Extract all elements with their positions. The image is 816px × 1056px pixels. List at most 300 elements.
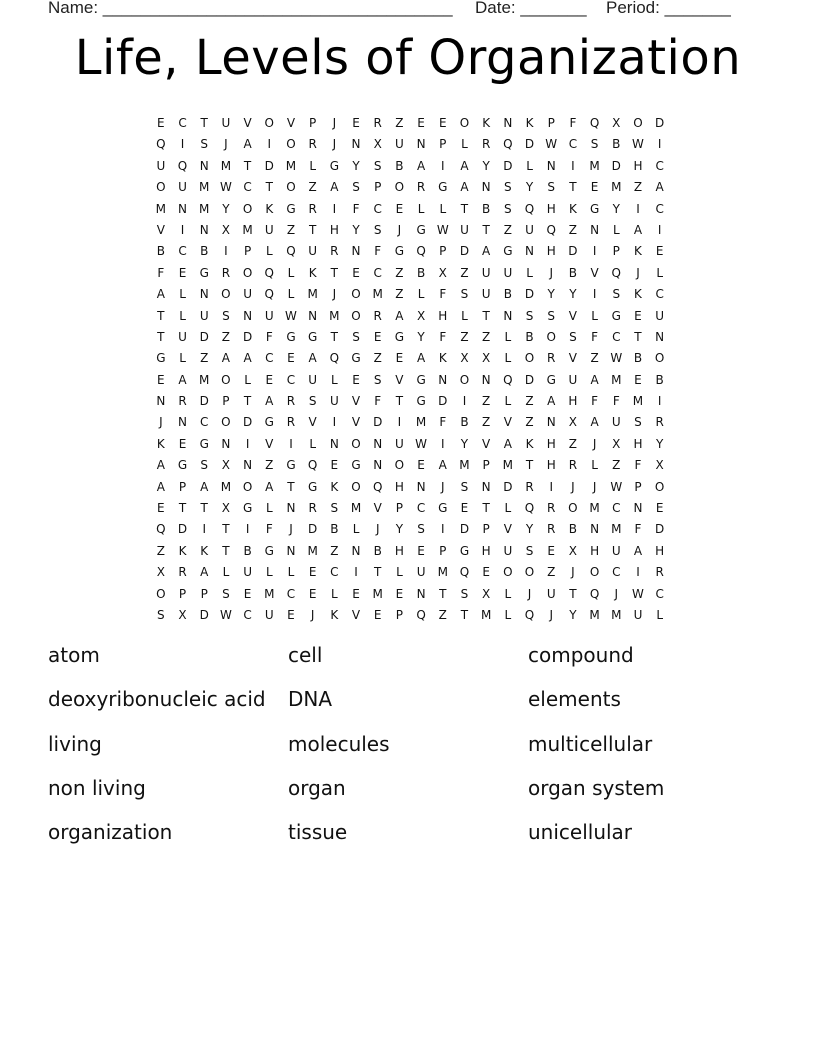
grid-letter[interactable]: V [503, 415, 512, 430]
grid-letter[interactable]: B [633, 351, 643, 366]
grid-letter[interactable]: G [394, 329, 405, 344]
grid-letter[interactable]: J [592, 479, 597, 494]
grid-letter[interactable]: F [374, 394, 382, 409]
grid-letter[interactable]: C [655, 287, 664, 302]
grid-letter[interactable]: U [611, 543, 621, 558]
grid-letter[interactable]: V [395, 372, 404, 387]
grid-letter[interactable]: E [157, 501, 165, 516]
grid-letter[interactable]: R [416, 180, 426, 195]
grid-letter[interactable]: M [220, 158, 232, 173]
grid-letter[interactable]: U [264, 607, 274, 622]
grid-letter[interactable]: Y [612, 201, 620, 216]
grid-letter[interactable]: Z [156, 543, 165, 558]
grid-letter[interactable]: N [373, 458, 383, 473]
grid-letter[interactable]: J [159, 415, 163, 430]
grid-letter[interactable]: R [655, 565, 664, 580]
grid-letter[interactable]: S [504, 201, 512, 216]
grid-letter[interactable]: N [221, 436, 231, 451]
grid-letter[interactable]: L [265, 501, 273, 516]
grid-letter[interactable]: C [612, 565, 621, 580]
grid-letter[interactable]: F [439, 415, 447, 430]
grid-letter[interactable]: J [397, 222, 402, 237]
grid-letter[interactable]: Z [633, 180, 643, 195]
grid-letter[interactable]: S [460, 586, 469, 601]
grid-letter[interactable]: L [287, 565, 295, 580]
grid-letter[interactable]: C [178, 116, 187, 130]
grid-letter[interactable]: G [156, 351, 166, 366]
grid-letter[interactable]: J [441, 479, 445, 494]
grid-letter[interactable]: Z [590, 351, 599, 366]
grid-letter[interactable]: T [460, 607, 469, 622]
grid-letter[interactable]: A [633, 543, 643, 558]
grid-letter[interactable]: S [373, 222, 382, 237]
grid-letter[interactable]: Z [460, 329, 469, 344]
grid-letter[interactable]: U [308, 244, 318, 259]
grid-letter[interactable]: N [351, 137, 361, 152]
grid-letter[interactable]: Q [307, 458, 318, 473]
grid-letter[interactable]: P [547, 116, 555, 130]
grid-letter[interactable]: C [655, 586, 664, 601]
grid-letter[interactable]: P [243, 244, 252, 259]
grid-letter[interactable]: U [633, 607, 643, 622]
grid-letter[interactable]: E [287, 607, 295, 622]
grid-letter[interactable]: U [655, 308, 665, 323]
grid-letter[interactable]: J [571, 565, 575, 580]
grid-letter[interactable]: N [438, 372, 448, 387]
grid-letter[interactable]: Q [589, 116, 600, 130]
grid-letter[interactable]: O [459, 116, 470, 130]
grid-letter[interactable]: N [156, 394, 166, 409]
date-field-label[interactable]: Date: _______ [475, 0, 587, 17]
grid-letter[interactable]: T [200, 116, 208, 130]
grid-letter[interactable]: N [503, 116, 513, 130]
grid-letter[interactable]: O [221, 287, 231, 302]
grid-letter[interactable]: A [438, 458, 447, 473]
grid-letter[interactable]: G [286, 458, 296, 473]
grid-letter[interactable]: U [178, 180, 187, 195]
grid-letter[interactable]: X [482, 586, 491, 601]
grid-letter[interactable]: S [460, 287, 469, 302]
grid-letter[interactable]: D [459, 522, 470, 537]
grid-letter[interactable]: K [156, 436, 165, 451]
grid-letter[interactable]: U [156, 158, 166, 173]
grid-letter[interactable]: N [178, 201, 188, 216]
grid-letter[interactable]: Z [482, 329, 491, 344]
grid-letter[interactable]: H [546, 201, 556, 216]
grid-letter[interactable]: N [546, 415, 556, 430]
grid-letter[interactable]: M [155, 201, 167, 216]
grid-letter[interactable]: V [568, 308, 578, 323]
grid-letter[interactable]: C [612, 329, 621, 344]
grid-letter[interactable]: L [331, 586, 338, 601]
grid-letter[interactable]: E [308, 565, 317, 580]
grid-letter[interactable]: M [611, 607, 622, 622]
grid-letter[interactable]: U [416, 565, 426, 580]
grid-letter[interactable]: G [308, 329, 318, 344]
grid-letter[interactable]: N [546, 158, 556, 173]
grid-letter[interactable]: G [286, 201, 296, 216]
grid-letter[interactable]: P [612, 244, 620, 259]
grid-letter[interactable]: O [156, 586, 166, 601]
grid-letter[interactable]: C [373, 265, 382, 280]
grid-letter[interactable]: M [502, 458, 514, 473]
grid-letter[interactable]: X [612, 436, 621, 451]
grid-letter[interactable]: U [264, 222, 274, 237]
grid-letter[interactable]: M [264, 586, 275, 601]
grid-letter[interactable]: T [200, 501, 208, 516]
grid-letter[interactable]: Z [503, 222, 512, 237]
grid-letter[interactable]: D [264, 158, 274, 173]
grid-letter[interactable]: Q [264, 287, 274, 302]
grid-letter[interactable]: U [568, 372, 578, 387]
grid-letter[interactable]: C [568, 137, 578, 152]
grid-letter[interactable]: P [439, 543, 447, 558]
grid-letter[interactable]: Q [177, 158, 188, 173]
grid-letter[interactable]: V [308, 415, 317, 430]
grid-letter[interactable]: L [265, 565, 273, 580]
grid-letter[interactable]: N [199, 287, 209, 302]
grid-letter[interactable]: R [373, 116, 382, 130]
grid-letter[interactable]: E [352, 116, 360, 130]
grid-letter[interactable]: F [612, 394, 620, 409]
grid-letter[interactable]: U [503, 265, 513, 280]
grid-letter[interactable]: A [460, 180, 469, 195]
grid-letter[interactable]: C [655, 201, 664, 216]
grid-letter[interactable]: P [200, 586, 208, 601]
grid-letter[interactable]: N [286, 543, 296, 558]
grid-letter[interactable]: L [179, 351, 186, 366]
grid-letter[interactable]: N [416, 586, 426, 601]
grid-letter[interactable]: E [178, 436, 187, 451]
grid-letter[interactable]: Z [482, 394, 491, 409]
grid-letter[interactable]: N [416, 137, 426, 152]
grid-letter[interactable]: O [242, 201, 253, 216]
grid-letter[interactable]: P [439, 137, 447, 152]
grid-letter[interactable]: G [351, 458, 361, 473]
grid-letter[interactable]: T [222, 543, 230, 558]
period-field-label[interactable]: Period: _______ [606, 0, 731, 17]
grid-letter[interactable]: Q [546, 222, 556, 237]
grid-letter[interactable]: R [286, 394, 296, 409]
grid-letter[interactable]: A [460, 158, 469, 173]
grid-letter[interactable]: H [655, 543, 665, 558]
grid-letter[interactable]: C [265, 351, 274, 366]
grid-letter[interactable]: I [657, 222, 662, 237]
grid-letter[interactable]: M [199, 180, 210, 195]
grid-letter[interactable]: P [178, 586, 187, 601]
grid-letter[interactable]: Q [329, 351, 340, 366]
grid-letter[interactable]: D [199, 329, 209, 344]
grid-letter[interactable]: D [524, 287, 535, 302]
grid-letter[interactable]: D [177, 522, 188, 537]
grid-letter[interactable]: K [634, 287, 642, 302]
grid-letter[interactable]: N [525, 244, 535, 259]
grid-letter[interactable]: P [374, 180, 382, 195]
grid-letter[interactable]: T [374, 565, 382, 580]
grid-letter[interactable]: G [438, 180, 448, 195]
grid-letter[interactable]: U [503, 543, 513, 558]
grid-letter[interactable]: A [156, 458, 165, 473]
grid-letter[interactable]: W [610, 479, 623, 494]
grid-letter[interactable]: F [352, 201, 360, 216]
grid-letter[interactable]: I [180, 137, 185, 152]
grid-letter[interactable]: E [395, 351, 404, 366]
grid-letter[interactable]: Q [589, 586, 600, 601]
grid-letter[interactable]: O [351, 479, 361, 494]
grid-letter[interactable]: R [308, 137, 317, 152]
grid-letter[interactable]: J [549, 265, 553, 280]
grid-letter[interactable]: L [287, 287, 295, 302]
grid-letter[interactable]: G [394, 244, 405, 259]
grid-letter[interactable]: I [245, 522, 250, 537]
grid-letter[interactable]: Z [547, 565, 556, 580]
grid-letter[interactable]: A [330, 180, 339, 195]
grid-letter[interactable]: P [439, 244, 447, 259]
grid-letter[interactable]: N [351, 244, 361, 259]
grid-letter[interactable]: F [265, 522, 273, 537]
grid-letter[interactable]: K [525, 116, 534, 130]
grid-letter[interactable]: T [634, 329, 642, 344]
grid-letter[interactable]: Z [330, 543, 339, 558]
grid-letter[interactable]: I [332, 201, 337, 216]
grid-letter[interactable]: J [332, 116, 337, 130]
grid-letter[interactable]: T [569, 586, 577, 601]
grid-letter[interactable]: L [179, 308, 186, 323]
grid-letter[interactable]: T [330, 265, 339, 280]
grid-letter[interactable]: H [546, 436, 556, 451]
grid-letter[interactable]: O [654, 479, 665, 494]
grid-letter[interactable]: H [438, 308, 448, 323]
grid-letter[interactable]: U [221, 116, 231, 130]
grid-letter[interactable]: E [265, 372, 274, 387]
grid-letter[interactable]: K [330, 479, 339, 494]
grid-letter[interactable]: T [439, 586, 447, 601]
grid-letter[interactable]: S [330, 501, 339, 516]
grid-letter[interactable]: K [634, 244, 642, 259]
grid-letter[interactable]: Z [286, 222, 296, 237]
grid-letter[interactable]: B [243, 543, 252, 558]
grid-letter[interactable]: C [286, 372, 296, 387]
grid-letter[interactable]: Q [416, 244, 426, 259]
grid-letter[interactable]: P [178, 479, 187, 494]
grid-letter[interactable]: A [482, 244, 491, 259]
grid-letter[interactable]: L [417, 201, 425, 216]
grid-letter[interactable]: W [610, 351, 623, 366]
grid-letter[interactable]: S [308, 394, 317, 409]
grid-letter[interactable]: D [524, 137, 535, 152]
grid-letter[interactable]: X [655, 458, 664, 473]
grid-letter[interactable]: H [590, 543, 600, 558]
grid-letter[interactable]: G [264, 415, 274, 430]
grid-letter[interactable]: Q [372, 479, 383, 494]
grid-letter[interactable]: O [156, 180, 166, 195]
grid-letter[interactable]: O [221, 415, 231, 430]
grid-letter[interactable]: H [546, 458, 556, 473]
grid-letter[interactable]: L [591, 458, 598, 473]
grid-letter[interactable]: N [590, 522, 600, 537]
grid-letter[interactable]: T [308, 222, 317, 237]
grid-letter[interactable]: S [634, 415, 642, 430]
grid-letter[interactable]: A [265, 394, 274, 409]
grid-letter[interactable]: K [525, 436, 534, 451]
grid-letter[interactable]: G [351, 351, 361, 366]
grid-letter[interactable]: D [308, 522, 318, 537]
grid-letter[interactable]: M [632, 394, 644, 409]
grid-letter[interactable]: S [504, 180, 512, 195]
grid-letter[interactable]: E [352, 372, 360, 387]
grid-letter[interactable]: G [416, 372, 426, 387]
grid-letter[interactable]: Z [373, 351, 382, 366]
grid-letter[interactable]: U [611, 415, 621, 430]
grid-letter[interactable]: I [397, 415, 402, 430]
grid-letter[interactable]: E [634, 308, 642, 323]
grid-letter[interactable]: C [612, 501, 621, 516]
grid-letter[interactable]: J [527, 586, 532, 601]
grid-letter[interactable]: O [394, 458, 405, 473]
grid-letter[interactable]: G [286, 329, 296, 344]
grid-letter[interactable]: X [221, 458, 231, 473]
grid-letter[interactable]: J [592, 436, 597, 451]
grid-letter[interactable]: U [264, 308, 274, 323]
grid-letter[interactable]: L [504, 351, 512, 366]
grid-letter[interactable]: V [156, 222, 165, 237]
grid-letter[interactable]: A [395, 308, 404, 323]
grid-letter[interactable]: D [373, 415, 383, 430]
grid-letter[interactable]: T [157, 308, 165, 323]
grid-letter[interactable]: G [503, 244, 513, 259]
grid-letter[interactable]: C [200, 415, 209, 430]
grid-letter[interactable]: D [568, 244, 578, 259]
grid-letter[interactable]: T [330, 329, 339, 344]
grid-letter[interactable]: X [221, 222, 231, 237]
grid-letter[interactable]: A [308, 351, 317, 366]
grid-letter[interactable]: N [503, 308, 513, 323]
grid-letter[interactable]: J [332, 287, 337, 302]
grid-letter[interactable]: O [286, 180, 296, 195]
grid-letter[interactable]: B [525, 329, 534, 344]
grid-letter[interactable]: I [571, 158, 575, 173]
grid-letter[interactable]: A [633, 222, 643, 237]
grid-letter[interactable]: V [286, 116, 296, 130]
grid-letter[interactable]: D [655, 522, 665, 537]
grid-letter[interactable]: H [394, 479, 404, 494]
grid-letter[interactable]: O [568, 501, 578, 516]
grid-letter[interactable]: B [460, 415, 469, 430]
grid-letter[interactable]: C [330, 565, 339, 580]
grid-letter[interactable]: Z [395, 287, 404, 302]
grid-letter[interactable]: T [482, 308, 490, 323]
grid-letter[interactable]: A [655, 180, 664, 195]
grid-letter[interactable]: L [504, 607, 512, 622]
grid-letter[interactable]: D [242, 329, 253, 344]
grid-letter[interactable]: Z [438, 607, 447, 622]
grid-letter[interactable]: T [482, 501, 490, 516]
grid-letter[interactable]: S [525, 308, 534, 323]
grid-letter[interactable]: L [244, 372, 251, 387]
grid-letter[interactable]: T [525, 458, 534, 473]
grid-letter[interactable]: N [481, 479, 491, 494]
grid-letter[interactable]: E [157, 372, 165, 387]
grid-letter[interactable]: Z [525, 394, 534, 409]
grid-letter[interactable]: G [589, 201, 600, 216]
grid-letter[interactable]: O [524, 351, 535, 366]
grid-letter[interactable]: J [636, 265, 640, 280]
grid-letter[interactable]: R [373, 308, 382, 323]
grid-letter[interactable]: N [178, 415, 188, 430]
grid-letter[interactable]: I [549, 479, 553, 494]
grid-letter[interactable]: A [590, 372, 599, 387]
grid-letter[interactable]: I [289, 436, 293, 451]
grid-letter[interactable]: L [504, 586, 512, 601]
grid-letter[interactable]: V [351, 415, 361, 430]
grid-letter[interactable]: K [178, 543, 187, 558]
grid-letter[interactable]: Y [395, 522, 404, 537]
grid-letter[interactable]: J [224, 137, 228, 152]
grid-letter[interactable]: F [439, 329, 447, 344]
grid-letter[interactable]: Y [525, 180, 534, 195]
grid-letter[interactable]: E [417, 116, 425, 130]
grid-letter[interactable]: M [589, 501, 600, 516]
grid-letter[interactable]: O [503, 565, 513, 580]
grid-letter[interactable]: M [611, 522, 622, 537]
grid-letter[interactable]: O [524, 565, 535, 580]
grid-letter[interactable]: M [199, 201, 210, 216]
grid-letter[interactable]: B [482, 201, 491, 216]
grid-letter[interactable]: C [373, 201, 382, 216]
grid-letter[interactable]: B [200, 244, 209, 259]
grid-letter[interactable]: B [503, 287, 512, 302]
grid-letter[interactable]: R [308, 501, 317, 516]
grid-letter[interactable]: Q [264, 265, 274, 280]
grid-letter[interactable]: Q [156, 522, 166, 537]
grid-letter[interactable]: P [482, 522, 490, 537]
grid-letter[interactable]: R [547, 501, 556, 516]
grid-letter[interactable]: G [264, 543, 274, 558]
grid-letter[interactable]: P [222, 394, 230, 409]
grid-letter[interactable]: L [504, 501, 512, 516]
grid-letter[interactable]: S [460, 479, 469, 494]
grid-letter[interactable]: R [286, 415, 296, 430]
grid-letter[interactable]: R [547, 351, 556, 366]
grid-letter[interactable]: P [309, 116, 317, 130]
grid-letter[interactable]: D [199, 394, 209, 409]
grid-letter[interactable]: L [265, 244, 273, 259]
grid-letter[interactable]: F [569, 116, 577, 130]
grid-letter[interactable]: T [287, 479, 295, 494]
grid-letter[interactable]: E [417, 458, 425, 473]
grid-letter[interactable]: U [178, 329, 187, 344]
grid-letter[interactable]: O [654, 351, 665, 366]
grid-letter[interactable]: Q [416, 607, 426, 622]
grid-letter[interactable]: T [157, 329, 165, 344]
grid-letter[interactable]: J [310, 607, 315, 622]
grid-letter[interactable]: O [394, 180, 405, 195]
grid-letter[interactable]: T [243, 158, 252, 173]
grid-letter[interactable]: W [219, 607, 232, 622]
grid-letter[interactable]: C [655, 158, 664, 173]
grid-letter[interactable]: C [286, 586, 296, 601]
grid-letter[interactable]: R [308, 201, 317, 216]
grid-letter[interactable]: S [373, 372, 382, 387]
grid-letter[interactable]: V [373, 501, 382, 516]
grid-letter[interactable]: X [438, 265, 447, 280]
grid-letter[interactable]: P [395, 501, 404, 516]
grid-letter[interactable]: C [416, 501, 426, 516]
grid-letter[interactable]: R [221, 265, 231, 280]
grid-letter[interactable]: V [482, 436, 491, 451]
grid-letter[interactable]: G [329, 158, 339, 173]
grid-letter[interactable]: A [156, 287, 165, 302]
